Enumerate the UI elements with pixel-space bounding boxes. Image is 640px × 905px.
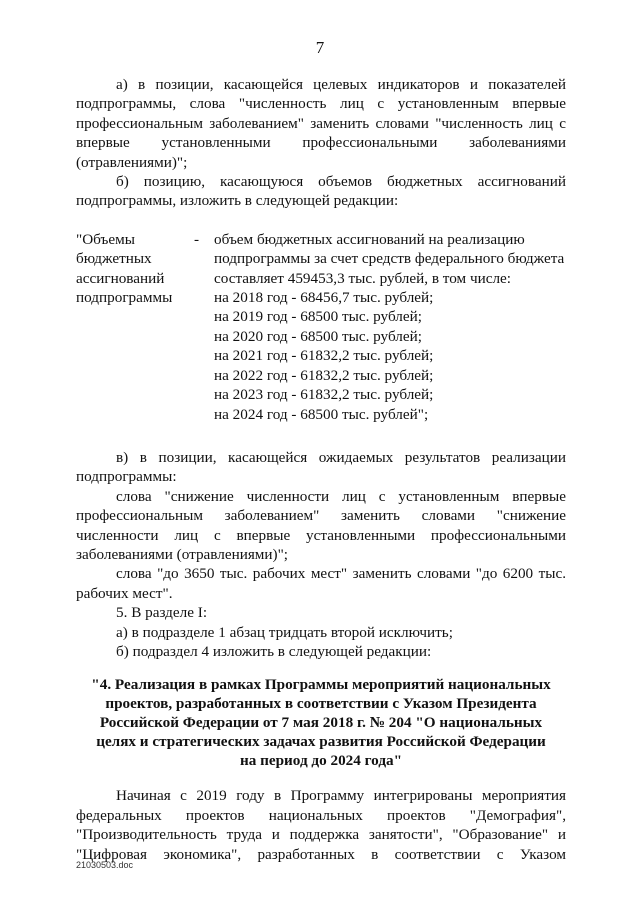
- page-number: 7: [315, 38, 325, 57]
- paragraph-subsection-1: а) в подразделе 1 абзац тридцать второй исключить;: [116, 623, 453, 641]
- budget-year-2020: на 2020 год - 68500 тыс. рублей;: [214, 327, 422, 345]
- budget-table: [76, 230, 566, 424]
- paragraph-c-results: в) в позиции, касающейся ожидаемых результатов реализации подпрограммы:: [76, 448, 566, 486]
- budget-label-line: "Объемы: [76, 230, 135, 248]
- budget-year-2019: на 2019 год - 68500 тыс. рублей;: [214, 308, 422, 326]
- budget-value-line: подпрограммы за счет средств федерального бюджета: [214, 250, 565, 268]
- budget-year-2023: на 2023 год - 61832,2 тыс. рублей;: [214, 386, 434, 404]
- budget-year-2018: на 2018 год - 68456,7 тыс. рублей;: [214, 289, 434, 307]
- document-body: [76, 75, 566, 864]
- budget-table-values: [214, 230, 565, 424]
- paragraph-a-targets: а) в позиции, касающейся целевых индикаторов и показателей подпрограммы, слова "численность лиц с установленным впервые профессиональным заболеванием" заменить словами "численность лиц с впервые установленными профессиональными заболеваниями (отравлениями)";: [76, 76, 566, 171]
- budget-label-line: ассигнований: [76, 269, 165, 287]
- heading-line: Российской Федерации от 7 мая 2018 г. № 204 "О национальных: [99, 714, 543, 732]
- budget-label-line: подпрограммы: [76, 289, 173, 307]
- budget-year-2024: на 2024 год - 68500 тыс. рублей";: [214, 405, 429, 423]
- paragraph-section-5: 5. В разделе I:: [116, 604, 208, 622]
- budget-year-2021: на 2021 год - 61832,2 тыс. рублей;: [214, 347, 434, 365]
- heading-line: "4. Реализация в рамках Программы мероприятий национальных: [91, 676, 551, 694]
- document-filename: 21030503.doc: [76, 860, 134, 870]
- paragraph-national-projects: Начиная с 2019 году в Программу интегрированы мероприятия федеральных проектов национальных проектов "Демография", "Производительность труда и поддержка занятости", "Образование" и "Цифровая экономика", разработанных в соответствии с Указом: [76, 787, 566, 863]
- paragraph-b-budget: б) позицию, касающуюся объемов бюджетных ассигнований подпрограммы, изложить в следующей редакции:: [76, 173, 566, 210]
- section-heading: [76, 675, 566, 770]
- budget-value-line: объем бюджетных ассигнований на реализацию: [214, 230, 525, 248]
- heading-line: на период до 2024 года": [239, 752, 403, 770]
- budget-table-label: [76, 230, 194, 424]
- heading-line: целях и стратегических задачах развития Российской Федерации: [96, 733, 546, 751]
- heading-line: проектов, разработанных в соответствии с Указом Президента: [105, 695, 537, 713]
- budget-label-line: бюджетных: [76, 250, 152, 268]
- budget-value-line: составляет 459453,3 тыс. рублей, в том числе:: [214, 269, 511, 287]
- paragraph-replace-words-2: слова "до 3650 тыс. рабочих мест" заменить словами "до 6200 тыс. рабочих мест".: [76, 565, 566, 602]
- paragraph-subsection-4: б) подраздел 4 изложить в следующей редакции:: [116, 642, 432, 660]
- budget-year-2022: на 2022 год - 61832,2 тыс. рублей;: [214, 366, 434, 384]
- paragraph-replace-words-1: слова "снижение численности лиц с установленным впервые профессиональным заболеванием" заменить словами "снижение численности лиц с впервые установленными профессиональными заболеваниями (отравлениями)";: [76, 487, 566, 563]
- budget-table-dash: -: [194, 230, 200, 248]
